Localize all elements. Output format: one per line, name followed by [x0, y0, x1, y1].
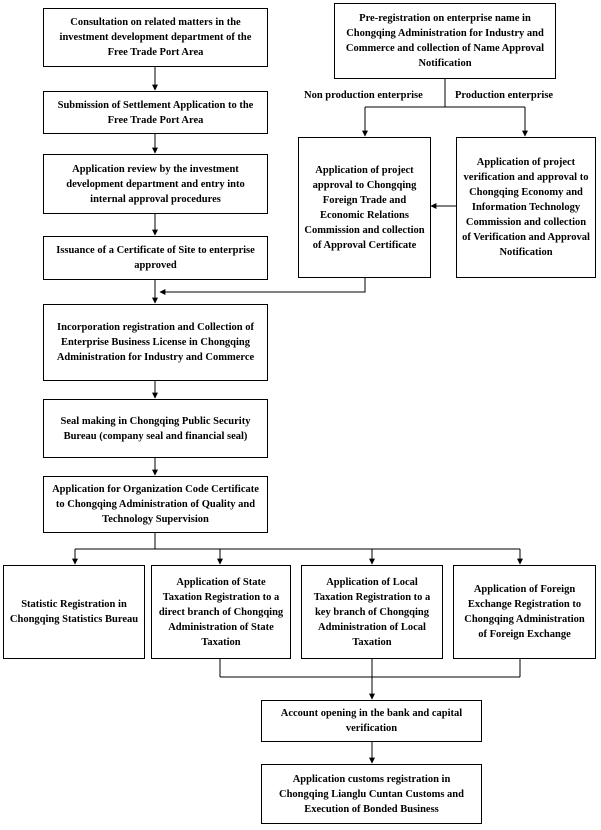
node-seal — [43, 399, 268, 458]
node-org-code-text: Application for Organization Code Certificate to Chongqing Administration of Quality and Technology Supervision — [52, 484, 259, 525]
node-verification-econ — [456, 137, 596, 278]
node-consultation — [43, 8, 268, 67]
node-incorporation-text: Incorporation registration and Collection of Enterprise Business License in Chongqing Administration for Industry and Commerce — [56, 322, 255, 363]
node-foreign-exchange-text: Application of Foreign Exchange Registration to Chongqing Administration of Foreign Exchange — [464, 584, 585, 640]
node-state-tax — [151, 565, 291, 659]
node-certificate-site — [43, 236, 268, 280]
node-customs-text: Application customs registration in Chongqing Lianglu Cuntan Customs and Execution of Bonded Business — [279, 773, 464, 815]
node-customs — [261, 764, 482, 824]
node-incorporation — [43, 304, 268, 381]
edge-label-production: Production enterprise — [455, 90, 554, 101]
node-consultation-text: Consultation on related matters in the investment development department of the Free Trade Port Area — [59, 17, 252, 58]
node-review — [43, 154, 268, 214]
node-foreign-exchange — [453, 565, 596, 659]
node-certificate-site-text: Issuance of a Certificate of Site to enterprise approved — [56, 245, 255, 271]
node-preregistration-text: Pre-registration on enterprise name in Chongqing Administration for Industry and Commerce and collection of Name Approval Notification — [345, 13, 545, 69]
node-approval-foreign-text: Application of project approval to Chongqing Foreign Trade and Economic Relations Commission and collection of Approval Certificate — [304, 164, 425, 251]
edge-label-non-production: Non production enterprise — [304, 90, 423, 101]
node-bank-text: Account opening in the bank and capital verification — [280, 708, 463, 734]
node-state-tax-text: Application of State Taxation Registration to a direct branch of Chongqing Administration of State Taxation — [158, 576, 284, 648]
node-settlement — [43, 91, 268, 134]
node-local-tax-text: Application of Local Taxation Registration to a key branch of Chongqing Administration of Local Taxation — [313, 576, 431, 648]
node-bank — [261, 700, 482, 742]
node-review-text: Application review by the investment development department and entry into internal approval procedures — [66, 163, 245, 205]
node-seal-text: Seal making in Chongqing Public Security Bureau (company seal and financial seal) — [60, 415, 251, 442]
node-preregistration — [334, 3, 556, 79]
node-local-tax — [301, 565, 443, 659]
node-verification-econ-text: Application of project verification and approval to Chongqing Economy and Information Technology Commission and collection of Verification and Approval Notification — [462, 157, 590, 258]
node-statistic-text: Statistic Registration in Chongqing Statistics Bureau — [9, 599, 139, 625]
node-approval-foreign — [298, 137, 431, 278]
node-statistic — [3, 565, 145, 659]
node-settlement-text: Submission of Settlement Application to the Free Trade Port Area — [57, 99, 254, 126]
node-org-code — [43, 476, 268, 533]
arrow-approval-to-incorporation — [160, 278, 365, 292]
